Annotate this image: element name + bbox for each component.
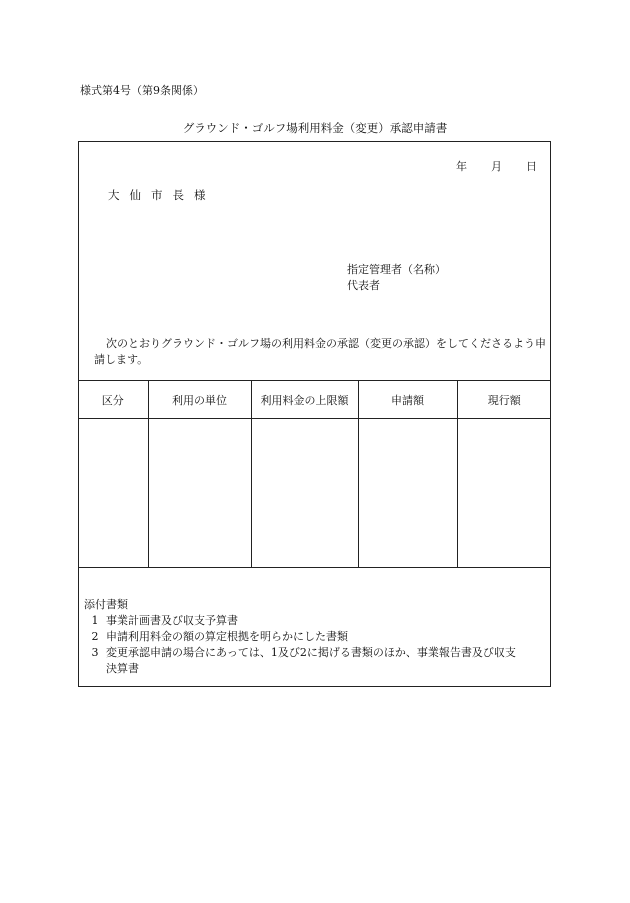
addressee: 大仙市長様	[108, 188, 216, 202]
date-line	[456, 158, 537, 174]
list-item	[84, 629, 516, 645]
header-current-amount: 現行額	[457, 381, 551, 419]
cell-current-amount[interactable]	[457, 419, 551, 568]
cell-fee-cap[interactable]	[251, 419, 358, 568]
day-label: 日	[526, 160, 537, 173]
fee-table	[78, 380, 551, 568]
cell-requested-amount[interactable]	[358, 419, 457, 568]
item-number: 1	[91, 614, 99, 627]
list-item	[84, 613, 516, 629]
year-label: 年	[456, 160, 467, 173]
item-text: 変更承認申請の場合にあっては、1及び2に掲げる書類のほか、事業報告書及び収支	[106, 646, 516, 659]
item-text: 事業計画書及び収支予算書	[106, 614, 238, 627]
representative-label: 代表者	[347, 279, 380, 292]
item-number: 3	[91, 646, 99, 659]
item-number: 2	[91, 630, 99, 643]
header-category: 区分	[78, 381, 148, 419]
cell-category[interactable]	[78, 419, 148, 568]
header-requested-amount: 申請額	[358, 381, 457, 419]
table-row	[78, 419, 551, 568]
list-item	[84, 645, 516, 677]
attachments-section	[84, 597, 516, 677]
request-statement: 次のとおりグラウンド・ゴルフ場の利用料金の承認（変更の承認）をしてくださるよう申請します。	[94, 337, 546, 366]
document-title: グラウンド・ゴルフ場利用料金（変更）承認申請書	[182, 121, 448, 135]
manager-name-label: 指定管理者（名称）	[347, 263, 446, 276]
form-number: 様式第4号（第9条関係）	[80, 84, 204, 97]
cell-usage-unit[interactable]	[148, 419, 251, 568]
attachments-heading: 添付書類	[84, 598, 128, 611]
month-label: 月	[491, 160, 502, 173]
header-fee-cap: 利用料金の上限額	[251, 381, 358, 419]
applicant-block	[347, 262, 446, 294]
item-text-continuation: 決算書	[106, 662, 139, 675]
item-text: 申請利用料金の額の算定根拠を明らかにした書類	[106, 630, 348, 643]
header-usage-unit: 利用の単位	[148, 381, 251, 419]
table-header-row	[78, 381, 551, 419]
